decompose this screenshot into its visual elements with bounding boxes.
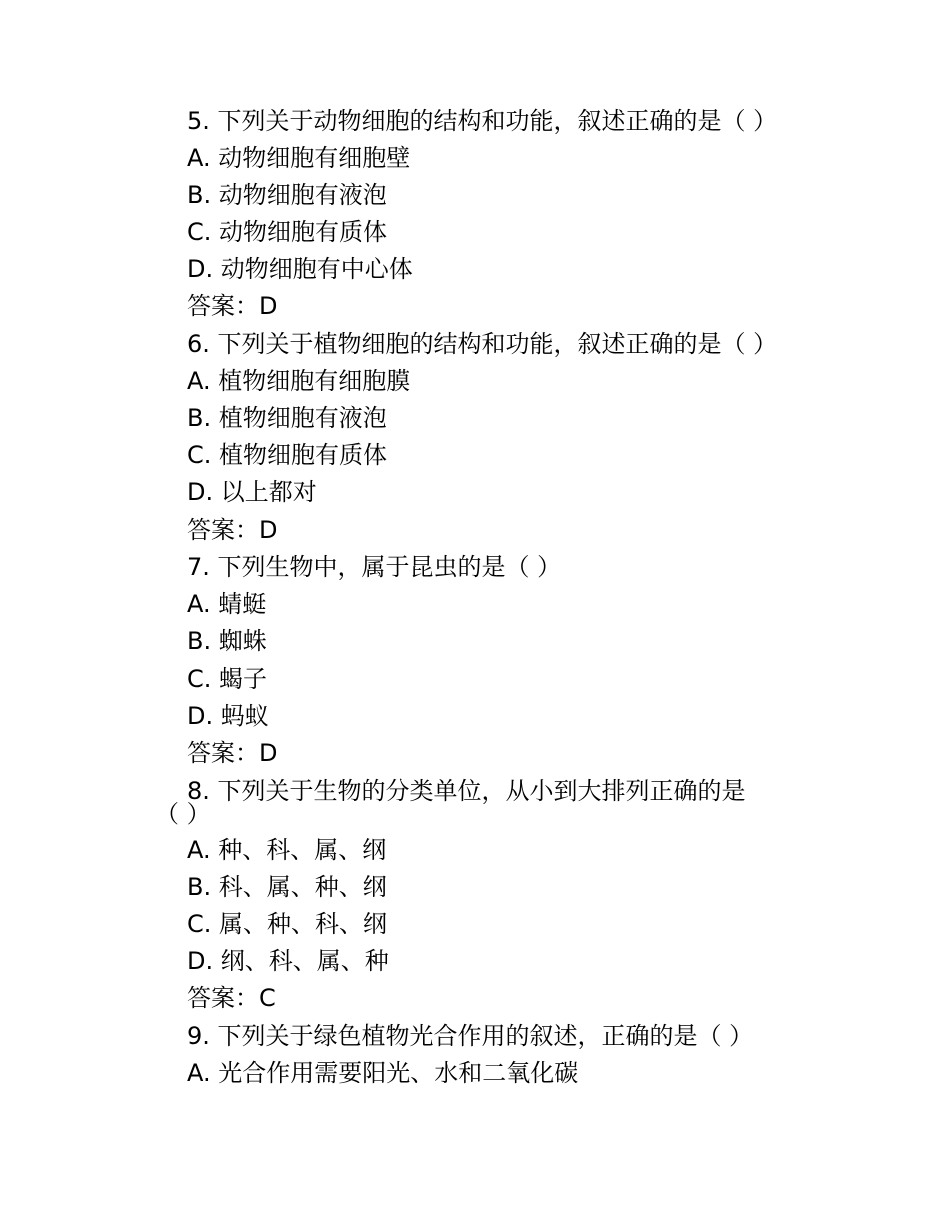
question-8-stem: 8. 下列关于生物的分类单位，从小到大排列正确的是 [187,777,746,805]
question-9-option-a: A. 光合作用需要阳光、水和二氧化碳 [187,1059,579,1087]
question-5-stem: 5. 下列关于动物细胞的结构和功能，叙述正确的是（ ） [187,107,778,135]
question-8-answer: 答案：C [187,984,276,1012]
question-7-option-b: B. 蜘蛛 [187,627,267,655]
question-8-option-c: C. 属、种、科、纲 [187,910,388,938]
question-8-stem-continuation: （ ） [155,800,211,828]
question-7-option-d: D. 蚂蚁 [187,702,269,730]
question-6-option-a: A. 植物细胞有细胞膜 [187,367,411,395]
question-6-option-d: D. 以上都对 [187,478,317,506]
question-7-option-a: A. 蜻蜓 [187,590,267,618]
question-5-answer: 答案：D [187,292,278,320]
question-6-option-b: B. 植物细胞有液泡 [187,404,387,432]
question-5-option-b: B. 动物细胞有液泡 [187,181,387,209]
question-6-answer: 答案：D [187,516,278,544]
question-8-option-b: B. 科、属、种、纲 [187,873,387,901]
question-7-option-c: C. 蝎子 [187,665,268,693]
question-6-option-c: C. 植物细胞有质体 [187,441,388,469]
question-7-answer: 答案：D [187,739,278,767]
question-8-option-a: A. 种、科、属、纲 [187,836,387,864]
question-9-stem: 9. 下列关于绿色植物光合作用的叙述，正确的是（ ） [187,1022,754,1050]
question-5-option-a: A. 动物细胞有细胞壁 [187,144,411,172]
question-6-stem: 6. 下列关于植物细胞的结构和功能，叙述正确的是（ ） [187,330,778,358]
question-7-stem: 7. 下列生物中，属于昆虫的是（ ） [187,553,562,581]
question-8-option-d: D. 纲、科、属、种 [187,947,389,975]
question-5-option-d: D. 动物细胞有中心体 [187,255,413,283]
question-5-option-c: C. 动物细胞有质体 [187,218,388,246]
